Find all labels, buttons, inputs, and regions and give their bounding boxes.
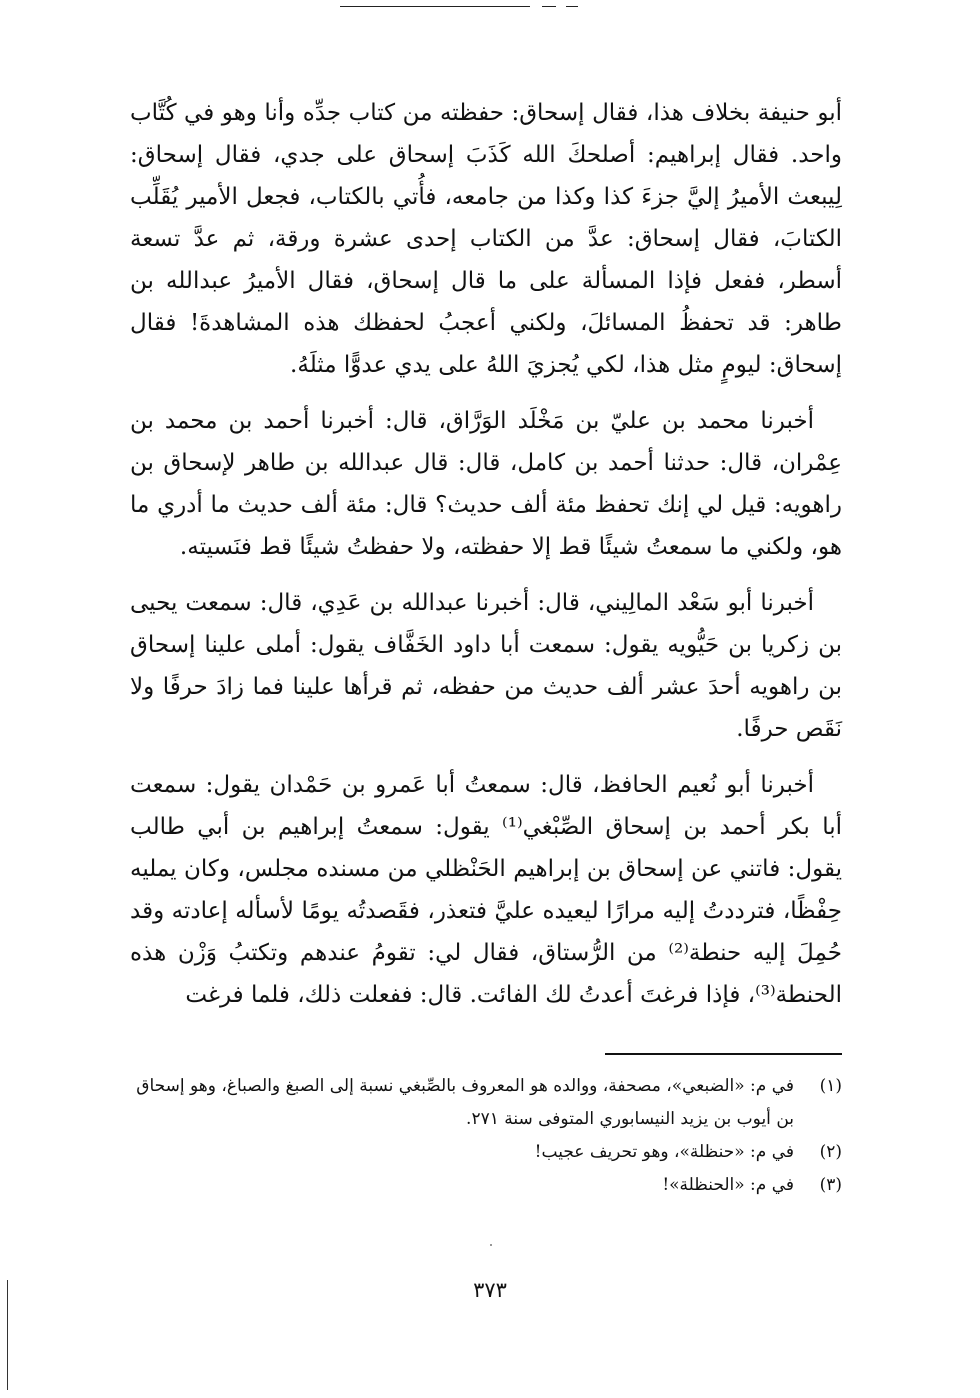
- page-number: ٣٧٣: [473, 1278, 507, 1302]
- header-dash: [566, 6, 578, 7]
- header-dash: [542, 6, 556, 7]
- paragraph: أخبرنا محمد بن عليّ بن مَخْلَد الوَرَّاق، قال: أخبرنا أحمد بن محمد بن عِمْران، قال: حدثنا أحمد بن كامل، قال: قال عبدالله بن طاهر لإسحاق بن راهويه: قيل لي إنك تحفظ مئة ألف حديث؟ قال: مئة ألف حديث ما أدري ما هو، ولكني ما سمعتُ شيئًا قط إلا حفظته، ولا حفظتُ شيئًا قط فنَسيته.: [130, 408, 842, 560]
- footnote-text: في م: «الحنظلة»!: [662, 1175, 794, 1195]
- footnote-text: في م: «الضبعي»، مصحفة، ووالده هو المعروف بالصِّبغي نسبة إلى الصبغ والصباغ، وهو إسحاق بن أيوب بن يزيد النيسابوري المتوفى سنة ٢٧١.: [136, 1076, 794, 1129]
- footnote: [130, 1169, 842, 1202]
- page-edge-line: [7, 1280, 8, 1390]
- main-text-block: [130, 92, 842, 1016]
- paragraph: أبو حنيفة بخلاف هذا، فقال إسحاق: حفظته من كتاب جدِّه وأنا وهو في كُتَّاب واحد. فقال إبراهيم: أصلحكَ الله كَذَبَ إسحاق على جدي، فقال إسحاق: لِيبعث الأميرُ إليَّ جزءَ كذا وكذا من جامعه، فأُتي بالكتاب، فجعل الأمير يُقَلِّب الكتابَ، فقال إسحاق: عدَّ من الكتاب إحدى عشرة ورقة، ثم عدَّ تسعة أسطر، ففعل فإذا المسألة على ما قال إسحاق، فقال الأميرُ عبدالله بن طاهر: قد تحفظُ المسائلَ، ولكني أعجبُ لحفظك هذه المشاهدةَ! فقال إسحاق: ليومٍ مثل هذا، لكي يُجزيَ اللهُ على يدي عدوًّا مثلَهُ.: [130, 100, 842, 378]
- scan-speck: [490, 1244, 492, 1246]
- footnote-text: في م: «حنظلة»، وهو تحريف عجيب!: [534, 1142, 794, 1162]
- header-rule: [340, 6, 530, 7]
- footnotes: [130, 1070, 842, 1202]
- paragraph: أخبرنا أبو نُعيم الحافظ، قال: سمعتُ أبا عَمرو بن حَمْدان يقول: سمعت أبا بكر أحمد بن إسحاق الصِّبْغي⁽¹⁾ يقول: سمعتُ إبراهيم بن أبي طالب يقول: فاتني عن إسحاق بن إبراهيم الحَنْظلي من مسنده مجلس، وكان يمليه حِفْظًا، فترددتُ إليه مرارًا ليعيده عليَّ فتعذر، فقَصدتُه يومًا لأسأله إعادته وقد حُمِلَ إليه حنطة⁽²⁾ من الرُّستاق، فقال لي: تقومُ عندهم وتكتبُ وَزْن هذه الحنطة⁽³⁾، فإذا فرغتَ أعدتُ لك الفائت. قال: ففعلت ذلك، فلما فرغت: [130, 772, 842, 1008]
- footnote-number: (٣): [819, 1175, 842, 1195]
- footnote-separator: [605, 1053, 842, 1055]
- footnote-number: (١): [819, 1076, 842, 1096]
- footnote-number: (٢): [819, 1142, 842, 1162]
- footnote: [130, 1070, 842, 1136]
- paragraph: أخبرنا أبو سَعْد المالِيني، قال: أخبرنا عبدالله بن عَدِي، قال: سمعت يحيى بن زكريا بن حَيُّويه يقول: سمعت أبا داود الخَفَّاف يقول: أملى علينا إسحاق بن راهويه أحدَ عشر ألف حديث من حفظه، ثم قرأها علينا فما زادَ حرفًا ولا نَقَص حرفًا.: [130, 590, 842, 742]
- footnote: [130, 1136, 842, 1169]
